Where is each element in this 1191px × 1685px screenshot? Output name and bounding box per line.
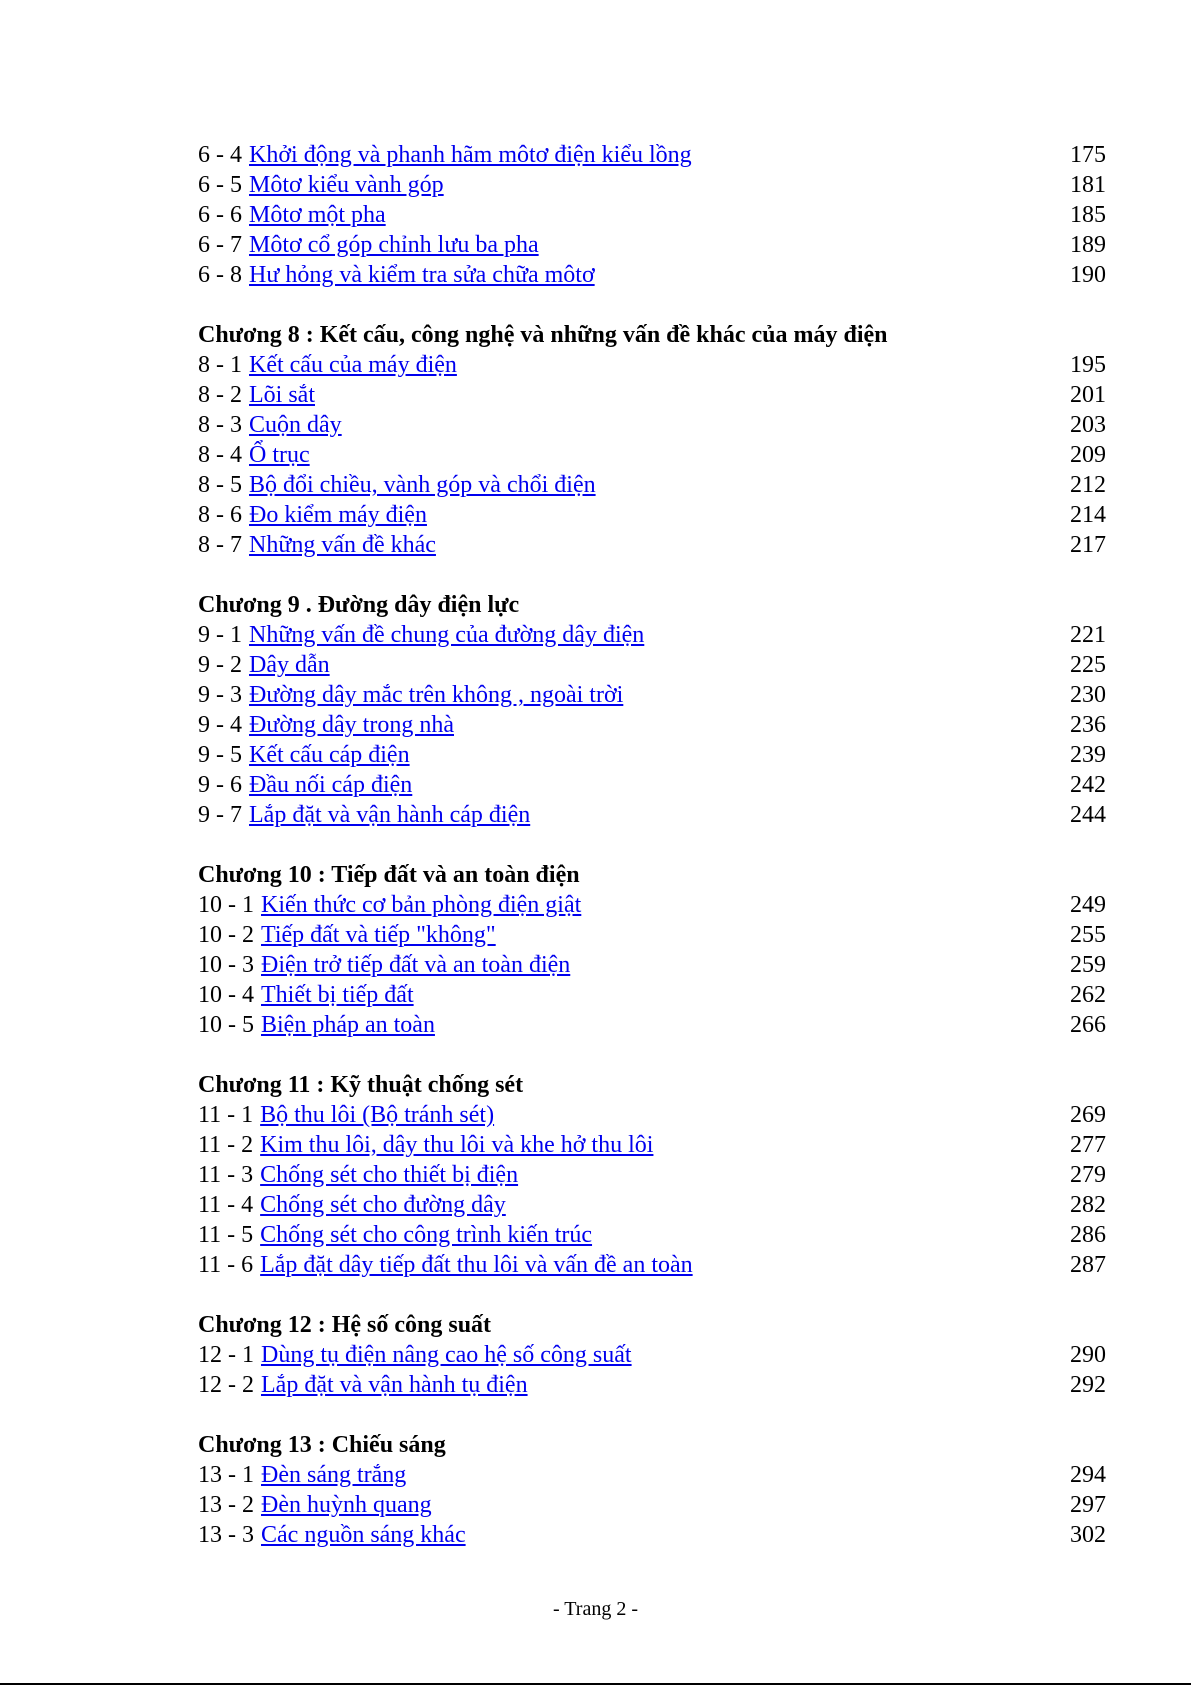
page-number: 214: [1070, 502, 1106, 528]
section-number: 9 - 1: [198, 622, 242, 648]
toc-entry-label: [198, 500, 427, 530]
section-number: 10 - 3: [198, 952, 254, 978]
toc-link[interactable]: Chống sét cho công trình kiến trúc: [260, 1222, 593, 1248]
toc-entry: [198, 260, 1106, 290]
toc-entry: [198, 650, 1106, 680]
toc-entry: [198, 410, 1106, 440]
toc-section: [198, 590, 1106, 830]
toc-entry-label: [198, 980, 414, 1010]
section-number: 10 - 1: [198, 892, 254, 918]
section-number: 10 - 2: [198, 922, 254, 948]
toc-link[interactable]: Môtơ kiểu vành góp: [249, 172, 444, 198]
chapter-heading: Chương 12 : Hệ số công suất: [198, 1312, 492, 1338]
section-number: 9 - 3: [198, 682, 242, 708]
section-number: 13 - 3: [198, 1522, 254, 1548]
page-number: 244: [1070, 802, 1106, 828]
section-number: 8 - 5: [198, 472, 242, 498]
toc-entry-label: [198, 710, 454, 740]
section-number: 10 - 5: [198, 1012, 254, 1038]
toc-entry: [198, 1130, 1106, 1160]
toc-entry: [198, 140, 1106, 170]
toc-entry-label: [198, 1160, 518, 1190]
toc-link[interactable]: Những vấn đề khác: [249, 532, 436, 558]
toc-entry: [198, 380, 1106, 410]
toc-link[interactable]: Đo kiểm máy điện: [249, 502, 427, 528]
section-number: 8 - 4: [198, 442, 242, 468]
page-number: 287: [1070, 1252, 1106, 1278]
page-number: 266: [1070, 1012, 1106, 1038]
toc-link[interactable]: Cuộn dây: [249, 412, 342, 438]
toc-link[interactable]: Khởi động và phanh hãm môtơ điện kiểu lồng: [249, 142, 692, 168]
section-number: 10 - 4: [198, 982, 254, 1008]
toc-link[interactable]: Môtơ một pha: [249, 202, 386, 228]
toc-link[interactable]: Ổ trục: [249, 442, 310, 468]
toc-link[interactable]: Đèn sáng trắng: [261, 1462, 407, 1488]
toc-entry-label: [198, 410, 342, 440]
toc-entry: [198, 200, 1106, 230]
section-number: 8 - 7: [198, 532, 242, 558]
toc-entry-label: [198, 1220, 592, 1250]
toc-entry-label: [198, 380, 315, 410]
toc-entry: [198, 680, 1106, 710]
toc-entry: [198, 530, 1106, 560]
section-number: 12 - 1: [198, 1342, 254, 1368]
toc-entry-label: [198, 230, 539, 260]
toc-entry: [198, 350, 1106, 380]
page-number: 297: [1070, 1492, 1106, 1518]
section-number: 11 - 5: [198, 1222, 254, 1248]
toc-entry-label: [198, 920, 496, 950]
toc-entry: [198, 1340, 1106, 1370]
page-number: 236: [1070, 712, 1106, 738]
chapter-heading: Chương 11 : Kỹ thuật chống sét: [198, 1072, 524, 1098]
page-number: 181: [1070, 172, 1106, 198]
page-number: 282: [1070, 1192, 1106, 1218]
toc-entry: [198, 230, 1106, 260]
toc-entry-label: [198, 530, 436, 560]
toc-link[interactable]: Dùng tụ điện nâng cao hệ số công suất: [261, 1342, 632, 1368]
toc-link[interactable]: Lắp đặt và vận hành cáp điện: [249, 802, 531, 828]
section-number: 6 - 7: [198, 232, 242, 258]
toc-entry: [198, 1160, 1106, 1190]
toc-entry: [198, 740, 1106, 770]
toc-section: [198, 1430, 1106, 1550]
toc-link[interactable]: Điện trở tiếp đất và an toàn điện: [261, 952, 571, 978]
toc-link[interactable]: Đường dây trong nhà: [249, 712, 454, 738]
section-number: 11 - 4: [198, 1192, 254, 1218]
toc-link[interactable]: Tiếp đất và tiếp "không": [261, 922, 496, 948]
page-number: 277: [1070, 1132, 1106, 1158]
section-number: 9 - 2: [198, 652, 242, 678]
toc-entry-label: [198, 200, 386, 230]
toc-section: [198, 320, 1106, 560]
section-number: 6 - 4: [198, 142, 242, 168]
toc-entry: [198, 890, 1106, 920]
page-number: 292: [1070, 1372, 1106, 1398]
section-number: 6 - 5: [198, 172, 242, 198]
page-number: 209: [1070, 442, 1106, 468]
table-of-contents: [198, 140, 1106, 1580]
toc-entry: [198, 1460, 1106, 1490]
section-number: 13 - 2: [198, 1492, 254, 1518]
toc-entry: [198, 1370, 1106, 1400]
page-number: 217: [1070, 532, 1106, 558]
toc-link[interactable]: Đèn huỳnh quang: [261, 1492, 432, 1518]
section-number: 9 - 5: [198, 742, 242, 768]
toc-link[interactable]: Thiết bị tiếp đất: [261, 982, 414, 1008]
section-number: 11 - 3: [198, 1162, 254, 1188]
toc-entry: [198, 1100, 1106, 1130]
section-number: 11 - 6: [198, 1252, 254, 1278]
toc-link[interactable]: Chống sét cho đường dây: [260, 1192, 506, 1218]
toc-entry: [198, 1220, 1106, 1250]
toc-entry-label: [198, 1250, 693, 1280]
chapter-heading: Chương 9 . Đường dây điện lực: [198, 592, 520, 618]
toc-entry-label: [198, 140, 692, 170]
toc-link[interactable]: Các nguồn sáng khác: [261, 1522, 466, 1548]
section-number: 6 - 8: [198, 262, 242, 288]
page-number: 259: [1070, 952, 1106, 978]
toc-entry-label: [198, 440, 310, 470]
toc-entry: [198, 440, 1106, 470]
toc-entry-label: [198, 650, 330, 680]
page-number: 195: [1070, 352, 1106, 378]
page-number: 255: [1070, 922, 1106, 948]
toc-entry-label: [198, 1010, 435, 1040]
toc-link[interactable]: Hư hỏng và kiểm tra sửa chữa môtơ: [249, 262, 595, 288]
toc-entry: [198, 1250, 1106, 1280]
toc-entry: [198, 710, 1106, 740]
toc-link[interactable]: Lắp đặt dây tiếp đất thu lôi và vấn đề an toàn: [260, 1252, 693, 1278]
toc-entry: [198, 800, 1106, 830]
page-number: 269: [1070, 1102, 1106, 1128]
page-number: 249: [1070, 892, 1106, 918]
chapter-heading: Chương 8 : Kết cấu, công nghệ và những vấn đề khác của máy điện: [198, 322, 888, 348]
toc-section: [198, 860, 1106, 1040]
toc-link[interactable]: Kết cấu của máy điện: [249, 352, 457, 378]
toc-entry: [198, 950, 1106, 980]
toc-entry-label: [198, 1490, 432, 1520]
toc-link[interactable]: Kim thu lôi, dây thu lôi và khe hở thu lôi: [260, 1132, 654, 1158]
page-number: 294: [1070, 1462, 1106, 1488]
toc-entry-label: [198, 470, 596, 500]
section-number: 9 - 6: [198, 772, 242, 798]
page-number: 230: [1070, 682, 1106, 708]
toc-entry-label: [198, 680, 623, 710]
page-number: 185: [1070, 202, 1106, 228]
toc-section: [198, 140, 1106, 290]
toc-entry-label: [198, 1340, 632, 1370]
toc-entry-label: [198, 350, 457, 380]
toc-entry: [198, 770, 1106, 800]
toc-entry: [198, 1520, 1106, 1550]
toc-link[interactable]: Lắp đặt và vận hành tụ điện: [261, 1372, 528, 1398]
toc-link[interactable]: Bộ đổi chiều, vành góp và chổi điện: [249, 472, 596, 498]
toc-entry-label: [198, 170, 444, 200]
toc-entry-label: [198, 950, 570, 980]
section-number: 8 - 6: [198, 502, 242, 528]
section-number: 8 - 3: [198, 412, 242, 438]
section-number: 9 - 7: [198, 802, 242, 828]
toc-link[interactable]: Chống sét cho thiết bị điện: [260, 1162, 519, 1188]
toc-entry: [198, 920, 1106, 950]
page-footer: - Trang 2 -: [552, 1598, 638, 1620]
section-number: 11 - 2: [198, 1132, 254, 1158]
page-number: 279: [1070, 1162, 1106, 1188]
toc-link[interactable]: Dây dẫn: [249, 652, 330, 678]
section-number: 9 - 4: [198, 712, 242, 738]
page-number: 190: [1070, 262, 1106, 288]
page-number: 212: [1070, 472, 1106, 498]
section-number: 8 - 1: [198, 352, 242, 378]
toc-entry: [198, 170, 1106, 200]
page-number: 290: [1070, 1342, 1106, 1368]
page-number: 221: [1070, 622, 1106, 648]
toc-entry-label: [198, 620, 644, 650]
toc-entry-label: [198, 260, 595, 290]
toc-entry-label: [198, 1130, 653, 1160]
toc-link[interactable]: Lõi sắt: [249, 382, 315, 408]
toc-entry: [198, 1190, 1106, 1220]
page-number: 225: [1070, 652, 1106, 678]
toc-entry-label: [198, 1460, 406, 1490]
toc-entry-label: [198, 740, 410, 770]
toc-link[interactable]: Những vấn đề chung của đường dây điện: [249, 622, 645, 648]
toc-link[interactable]: Đường dây mắc trên không , ngoài trời: [249, 682, 624, 708]
toc-entry: [198, 1490, 1106, 1520]
toc-entry: [198, 470, 1106, 500]
page-number: 262: [1070, 982, 1106, 1008]
page-number: 189: [1070, 232, 1106, 258]
toc-entry-label: [198, 1100, 494, 1130]
toc-link[interactable]: Kết cấu cáp điện: [249, 742, 410, 768]
toc-entry-label: [198, 1370, 528, 1400]
toc-entry-label: [198, 1190, 506, 1220]
toc-entry: [198, 1010, 1106, 1040]
page-number: 242: [1070, 772, 1106, 798]
toc-entry: [198, 620, 1106, 650]
section-number: 6 - 6: [198, 202, 242, 228]
section-number: 12 - 2: [198, 1372, 254, 1398]
toc-entry-label: [198, 800, 530, 830]
page-number: 201: [1070, 382, 1106, 408]
toc-entry: [198, 500, 1106, 530]
toc-entry-label: [198, 890, 581, 920]
toc-section: [198, 1070, 1106, 1280]
page-number: 203: [1070, 412, 1106, 438]
chapter-heading: Chương 13 : Chiếu sáng: [198, 1432, 446, 1458]
toc-link[interactable]: Biện pháp an toàn: [261, 1012, 435, 1038]
page-number: 239: [1070, 742, 1106, 768]
toc-link[interactable]: Kiến thức cơ bản phòng điện giật: [261, 892, 582, 918]
toc-link[interactable]: Đầu nối cáp điện: [249, 772, 413, 798]
toc-entry-label: [198, 770, 412, 800]
page-number: 286: [1070, 1222, 1106, 1248]
section-number: 13 - 1: [198, 1462, 254, 1488]
toc-entry: [198, 980, 1106, 1010]
toc-link[interactable]: Bộ thu lôi (Bộ tránh sét): [260, 1102, 495, 1128]
page-number: 302: [1070, 1522, 1106, 1548]
section-number: 8 - 2: [198, 382, 242, 408]
chapter-heading: Chương 10 : Tiếp đất và an toàn điện: [198, 862, 580, 888]
toc-entry-label: [198, 1520, 466, 1550]
page-number: 175: [1070, 142, 1106, 168]
section-number: 11 - 1: [198, 1102, 254, 1128]
toc-link[interactable]: Môtơ cổ góp chỉnh lưu ba pha: [249, 232, 539, 258]
toc-section: [198, 1310, 1106, 1400]
